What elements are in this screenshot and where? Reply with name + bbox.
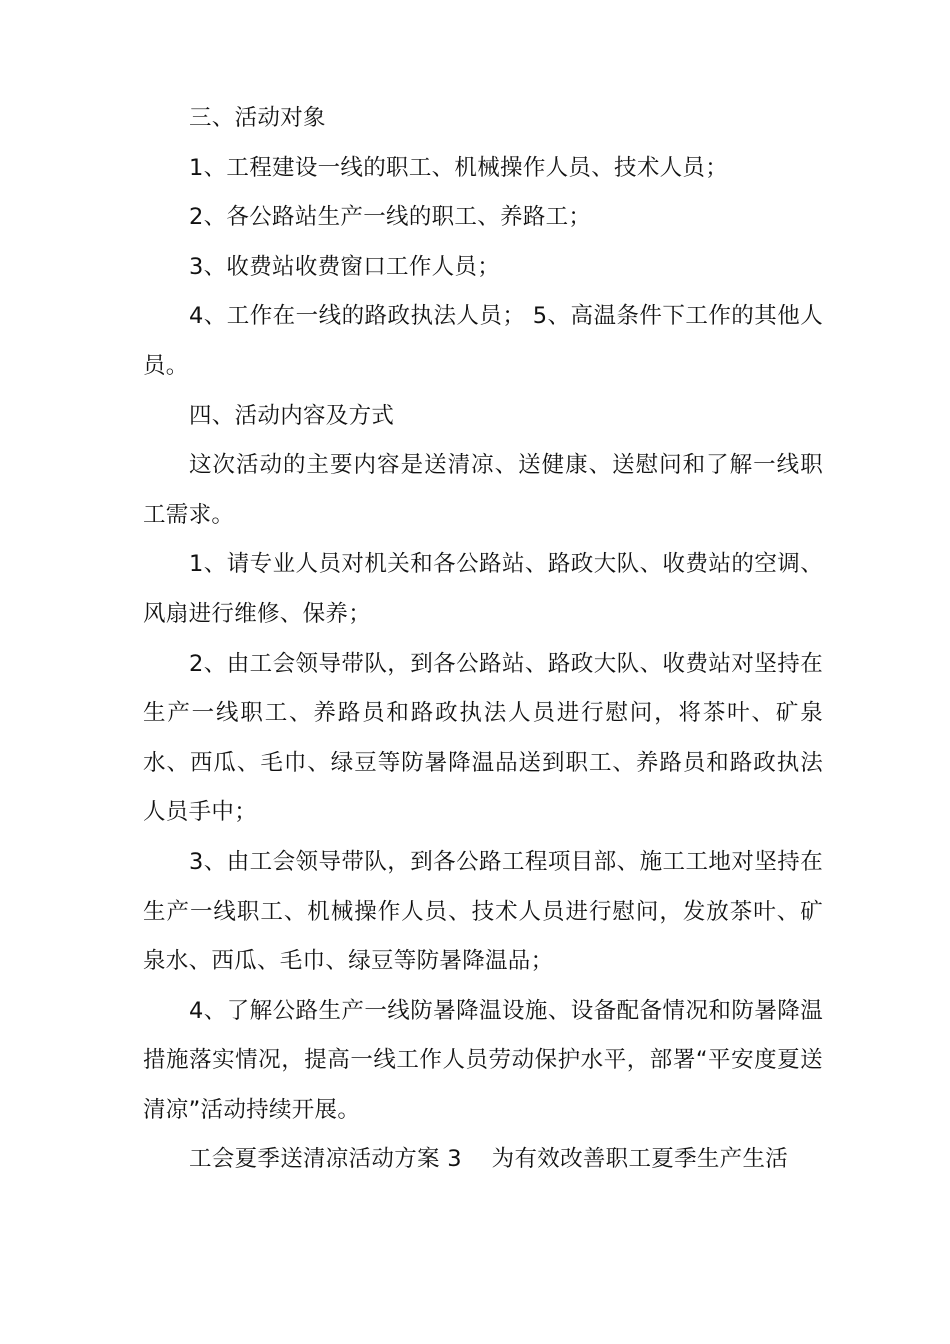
paragraph-item: 4、工作在一线的路政执法人员； 5、高温条件下工作的其他人员。 [143, 303, 823, 379]
paragraph-item: 2、由工会领导带队，到各公路站、路政大队、收费站对坚持在生产一线职工、养路员和路政执法人员进行慰问，将茶叶、矿泉水、西瓜、毛巾、绿豆等防暑降温品送到职工、养路员和路政执法人员手中； [143, 650, 823, 826]
paragraph-item: 1、工程建设一线的职工、机械操作人员、技术人员； [189, 154, 729, 181]
section-heading-content: 四、活动内容及方式 [189, 402, 395, 429]
paragraph-item: 4、了解公路生产一线防暑降温设施、设备配备情况和防暑降温措施落实情况，提高一线工作人员劳动保护水平，部署“平安度夏送清凉”活动持续开展。 [143, 997, 823, 1123]
document-page [143, 94, 823, 1185]
paragraph-item: 1、请专业人员对机关和各公路站、路政大队、收费站的空调、风扇进行维修、保养； [143, 551, 823, 627]
paragraph-body: 这次活动的主要内容是送清凉、送健康、送慰问和了解一线职工需求。 [143, 452, 823, 528]
paragraph-item: 3、由工会领导带队，到各公路工程项目部、施工工地对坚持在生产一线职工、机械操作人员、技术人员进行慰问，发放茶叶、矿泉水、西瓜、毛巾、绿豆等防暑降温品； [143, 848, 823, 975]
next-section-title: 工会夏季送清凉活动方案 3 为有效改善职工夏季生产生活 [189, 1146, 789, 1173]
paragraph-item: 3、收费站收费窗口工作人员； [189, 253, 501, 280]
paragraph-item: 2、各公路站生产一线的职工、养路工； [189, 204, 592, 231]
section-heading-targets: 三、活动对象 [189, 105, 326, 131]
